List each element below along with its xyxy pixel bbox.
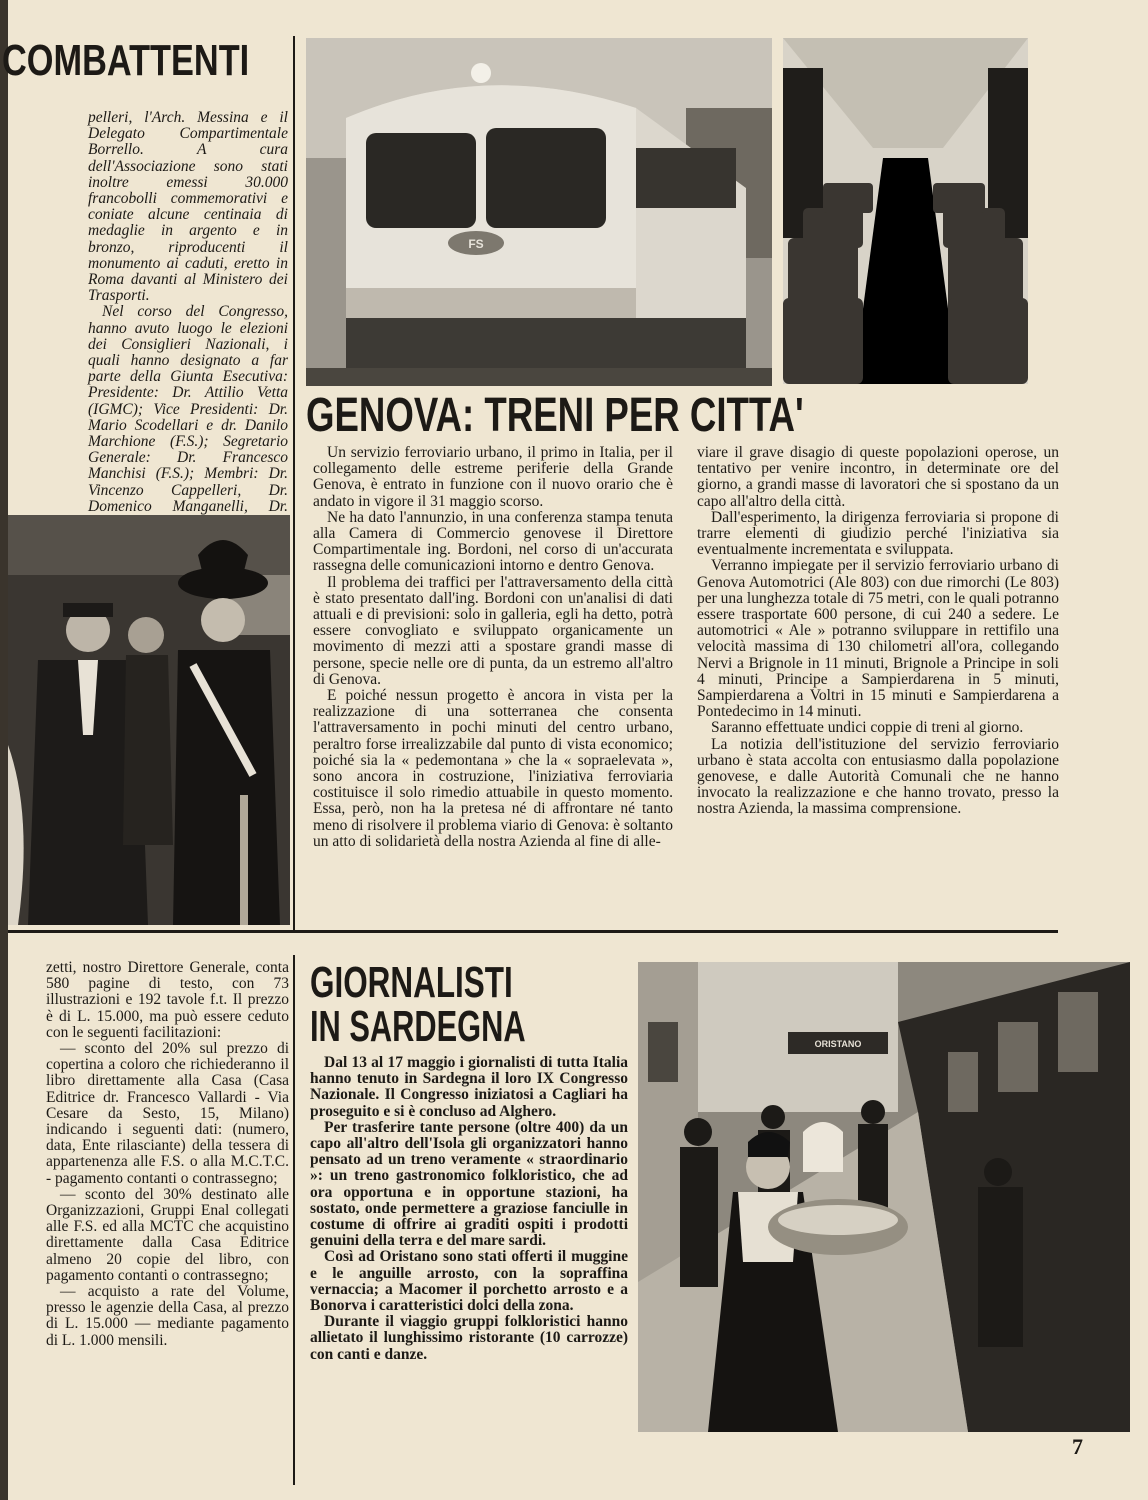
- article-paragraph: pelleri, l'Arch. Messina e il Delegato Compartimentale Borrello. A cura dell'Associazione sono stati inoltre emessi 30.000 francobolli commemorativi e coniate alcune centinaia di medaglie in argento e in bronzo, riproducenti il monumento ai caduti, eretto in Roma davanti al Ministero dei Trasporti.: [88, 109, 288, 305]
- train-logo-text: FS: [468, 237, 484, 251]
- article-paragraph: zetti, nostro Direttore Generale, conta 580 pagine di testo, con 73 illustrazioni e 192 tavole f.t. Il prezzo è di L. 15.000, ma può essere ceduto con le seguenti facilitazioni:: [46, 959, 289, 1041]
- photo-train-exterior: [306, 38, 772, 386]
- page-number: 7: [1072, 1434, 1083, 1459]
- column-divider: [293, 955, 295, 1485]
- article-paragraph: Il problema dei traffici per l'attraversamento della città è stato presentato dall'ing. Bordoni con un'analisi di dati attuali e di previsioni: solo in galleria, egli ha detto, potrà essere convogliato e sviluppato organicamente un movimento di mezzi atti a spostare grandi masse di persone, specie nelle ore di punta, da un estremo all'altro di Genova.: [313, 573, 673, 688]
- article-paragraph: Nel corso del Congresso, hanno avuto luogo le elezioni dei Consiglieri Nazionali, i quali hanno designato a far parte della Giunta Esecutiva: Presidente: Dr. Attilio Vetta (IGMC); Vice Presidenti: Dr. Mario Scodellari e dr. Danilo Marchione (F.S.); Segretario Generale: Dr. Francesco Manchisi (F.S.); Membri: Dr. Vincenzo Cappelleri, Dr. Domenico Manganelli, Dr.: [88, 303, 288, 515]
- article-paragraph: Dal 13 al 17 maggio i giornalisti di tutta Italia hanno tenuto in Sardegna il loro IX Congresso Nazionale. Il Congresso iniziatosi a Cagliari ha proseguito e si è concluso ad Alghero.: [310, 1054, 628, 1120]
- photo-oristano-station: [638, 962, 1130, 1432]
- article-paragraph: — sconto del 30% destinato alle Organizzazioni, Gruppi Enal collegati alle F.S. ed alla MCTC che acquistino direttamente dalla Casa Editrice almeno 20 copie del libro, con pagamento contanti o contrassegno;: [46, 1185, 289, 1284]
- article-paragraph: Così ad Oristano sono stati offerti il muggine e le anguille arrosto, con la sopraffina vernaccia; a Macomer il porchetto arrosto e a Bonorva i caratteristici dolci della zona.: [310, 1248, 628, 1315]
- genova-column-2: [697, 445, 1059, 818]
- article-paragraph: Durante il viaggio gruppi folkloristici hanno allietato il lunghissimo ristorante (10 carrozze) con canti e danze.: [310, 1313, 628, 1363]
- sardegna-headline-line1: GIORNALISTI: [310, 958, 513, 1007]
- genova-column-1: [313, 445, 673, 850]
- left-top-article: [88, 110, 288, 568]
- column-divider: [293, 36, 295, 931]
- article-paragraph: Dall'esperimento, la dirigenza ferroviaria si propone di trarre elementi di giudizio perché l'iniziativa sia eventualmente incrementata e sviluppata.: [697, 508, 1059, 559]
- photo-officials: [8, 515, 290, 925]
- article-paragraph: Un servizio ferroviario urbano, il primo in Italia, per il collegamento delle estreme periferie della Grande Genova, è entrato in funzione con il nuovo orario che è andato in vigore il 31 maggio scorso.: [313, 444, 673, 510]
- article-paragraph: Per trasferire tante persone (oltre 400) da un capo all'altro dell'Isola gli organizzatori hanno pensato ad un treno veramente « straordinario »: un treno gastronomico folkloristico, che ad ora opportuna e in opportune stazioni, ha sostato, onde permettere a graziose fanciulle in costume di offrire ai graditi ospiti i prodotti genuini della terra e del mare sardi.: [310, 1118, 628, 1250]
- page-edge-shadow: [0, 0, 8, 1500]
- article-paragraph: La notizia dell'istituzione del servizio ferroviario urbano è stata accolta con entusiasmo dalla popolazione genovese, e dalle Autorità Comunali che ne hanno invocato la realizzazione e che hanno trovato, presso la nostra Azienda, la massima comprensione.: [697, 735, 1059, 818]
- sardegna-article: [310, 1055, 628, 1363]
- photo-train-interior: [783, 38, 1028, 384]
- article-paragraph: E poiché nessun progetto è ancora in vista per la realizzazione di una sotterranea che consenta l'attraversamento in pochi minuti del centro urbano, peraltro forse irrealizzabile dal punto di vista economico; poiché sia la « pedemontana » che la « sopraelevata », sono ancora in costruzione, l'iniziativa ferroviaria costituisce il solo rimedio attuabile in questo momento. Essa, però, non ha la pretesa né di affrontare né tanto meno di risolvere il problema viario di Genova: è soltanto un atto di solidarietà della nostra Azienda al fine di alle-: [313, 687, 673, 850]
- article-paragraph: Ne ha dato l'annunzio, in una conferenza stampa tenuta alla Camera di Commercio genovese il Direttore Compartimentale ing. Bordoni, nel corso di un'accurata rassegna delle comunicazioni intorno e dentro Genova.: [313, 508, 673, 575]
- section-divider: [8, 930, 1058, 933]
- article-paragraph: — sconto del 20% sul prezzo di copertina a coloro che richiederanno il libro direttamente alla Casa (Casa Editrice dr. Francesco Vallardi - Via Cesare da Sesto, 15, Milano) indicando i seguenti dati: (numero, data, Ente rilasciante) della tessera di appartenenza alle F.S. o alla M.C.T.C. - pagamento contanti o contrassegno;: [46, 1040, 289, 1187]
- article-paragraph: Saranno effettuate undici coppie di treni al giorno.: [711, 719, 1024, 737]
- article-paragraph: — acquisto a rate del Volume, presso le agenzie della Casa, al prezzo di L. 15.000 — mediante pagamento di L. 1.000 mensili.: [46, 1283, 289, 1349]
- article-paragraph: Verranno impiegate per il servizio ferroviario urbano di Genova Automotrici (Ale 803) con due rimorchi (Le 803) per una lunghezza totale di 75 metri, con le quali potranno essere trasportate 600 persone, di cui 240 a sedere. Le automotrici « Ale » potranno sviluppare in rettifilo una velocità massima di 130 chilometri all'ora, collegando Nervi a Brignole in 11 minuti, Brignole a Principe in soli 4 minuti, Principe a Sampierdarena in 5 minuti, Sampierdarena a Voltri in 15 minuti e Sampierdarena a Pontedecimo in 14 minuti.: [697, 557, 1059, 721]
- bottom-left-article: [46, 960, 289, 1349]
- station-sign-text: ORISTANO: [814, 1039, 862, 1049]
- genova-headline: GENOVA: TRENI PER CITTA': [306, 389, 804, 442]
- article-paragraph: viare il grave disagio di queste popolazioni operose, un tentativo per venire incontro, in determinate ore del giorno, a grandi masse di lavoratori che si spostano da un capo all'altro della città.: [697, 444, 1059, 510]
- sardegna-headline-line2: IN SARDEGNA: [310, 1002, 526, 1051]
- section-title: COMBATTENTI: [2, 36, 250, 85]
